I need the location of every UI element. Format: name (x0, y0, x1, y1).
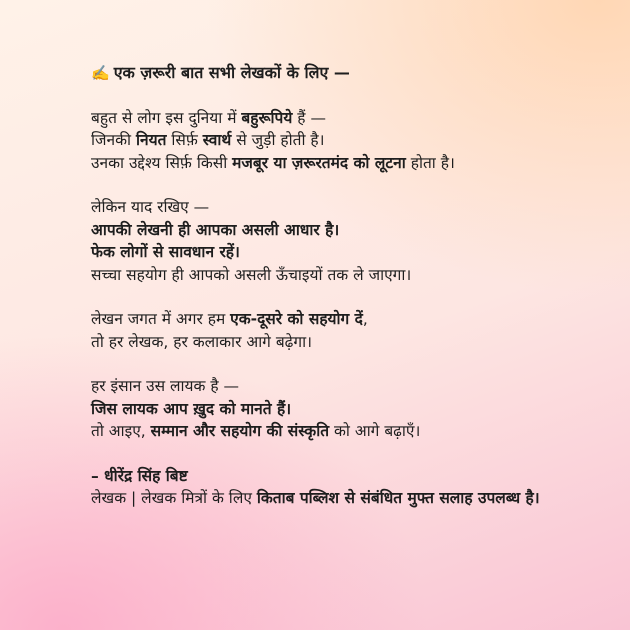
paragraph-1 (91, 107, 611, 175)
paragraph-line: तो हर लेखक, हर कलाकार आगे बढ़ेगा। (91, 332, 313, 351)
paragraph-line (91, 241, 611, 264)
text-span: हैं — (292, 108, 326, 127)
paragraph-4 (91, 375, 611, 443)
text-span: जिनकी (91, 131, 136, 149)
heading-text: एक ज़रूरी बात सभी लेखकों के लिए — (113, 63, 350, 82)
paragraph-line (91, 107, 611, 130)
paragraph-line: सच्चा सहयोग ही आपको असली ऊँचाइयों तक ले जाएगा। (91, 265, 412, 284)
paragraph-line (91, 308, 611, 331)
bold-text: सम्मान और सहयोग की संस्कृति (150, 422, 330, 440)
text-span: सिर्फ़ (166, 131, 203, 149)
paragraph-line: लेकिन याद रखिए — (91, 198, 210, 216)
bold-text: फेक लोगों से सावधान रहें। (91, 243, 240, 261)
text-span: बहुत से लोग इस दुनिया में (91, 108, 242, 127)
post-heading (91, 62, 611, 85)
text-span: लेखन जगत में अगर हम (91, 310, 231, 328)
signature-block (91, 465, 611, 510)
text-span: लेखक | लेखक मित्रों के लिए (91, 489, 257, 507)
bold-text: आपकी लेखनी ही आपका असली आधार है। (91, 220, 340, 239)
bold-text: मजबूर या ज़रूरतमंद को लूटना (232, 153, 406, 172)
bold-text: बहुरूपिये (241, 108, 293, 127)
bold-text: नियत (135, 131, 167, 149)
bold-text: जिस लायक आप ख़ुद को मानते हैं। (91, 399, 292, 418)
bold-text: – धीरेंद्र सिंह बिष्ट (91, 466, 188, 485)
bold-text: किताब पब्लिश से संबंधित मुफ्त सलाह उपलब्ध है। (256, 489, 540, 507)
author-description (91, 487, 611, 510)
paragraph-line (91, 420, 611, 443)
post-content (91, 62, 611, 532)
bold-text: स्वार्थ (202, 131, 232, 149)
paragraph-line (91, 398, 611, 421)
text-span: उनका उद्देश्य सिर्फ़ किसी (91, 153, 233, 172)
bold-text: एक-दूसरे को सहयोग दें (230, 310, 363, 328)
paragraph-line: हर इंसान उस लायक है — (91, 377, 240, 395)
text-span: को आगे बढ़ाएँ। (329, 422, 421, 440)
paragraph-line (91, 219, 611, 242)
paragraph-2 (91, 196, 611, 286)
text-span: तो आइए, (91, 422, 151, 440)
paragraph-line (91, 152, 611, 175)
paragraph-line (91, 129, 611, 152)
paragraph-3 (91, 308, 611, 353)
writing-hand-icon: ✍️ (91, 64, 110, 82)
text-span: होता है। (405, 153, 455, 172)
author-name (91, 465, 611, 488)
text-span: , (362, 310, 368, 328)
text-span: से जुड़ी होती है। (231, 131, 325, 149)
